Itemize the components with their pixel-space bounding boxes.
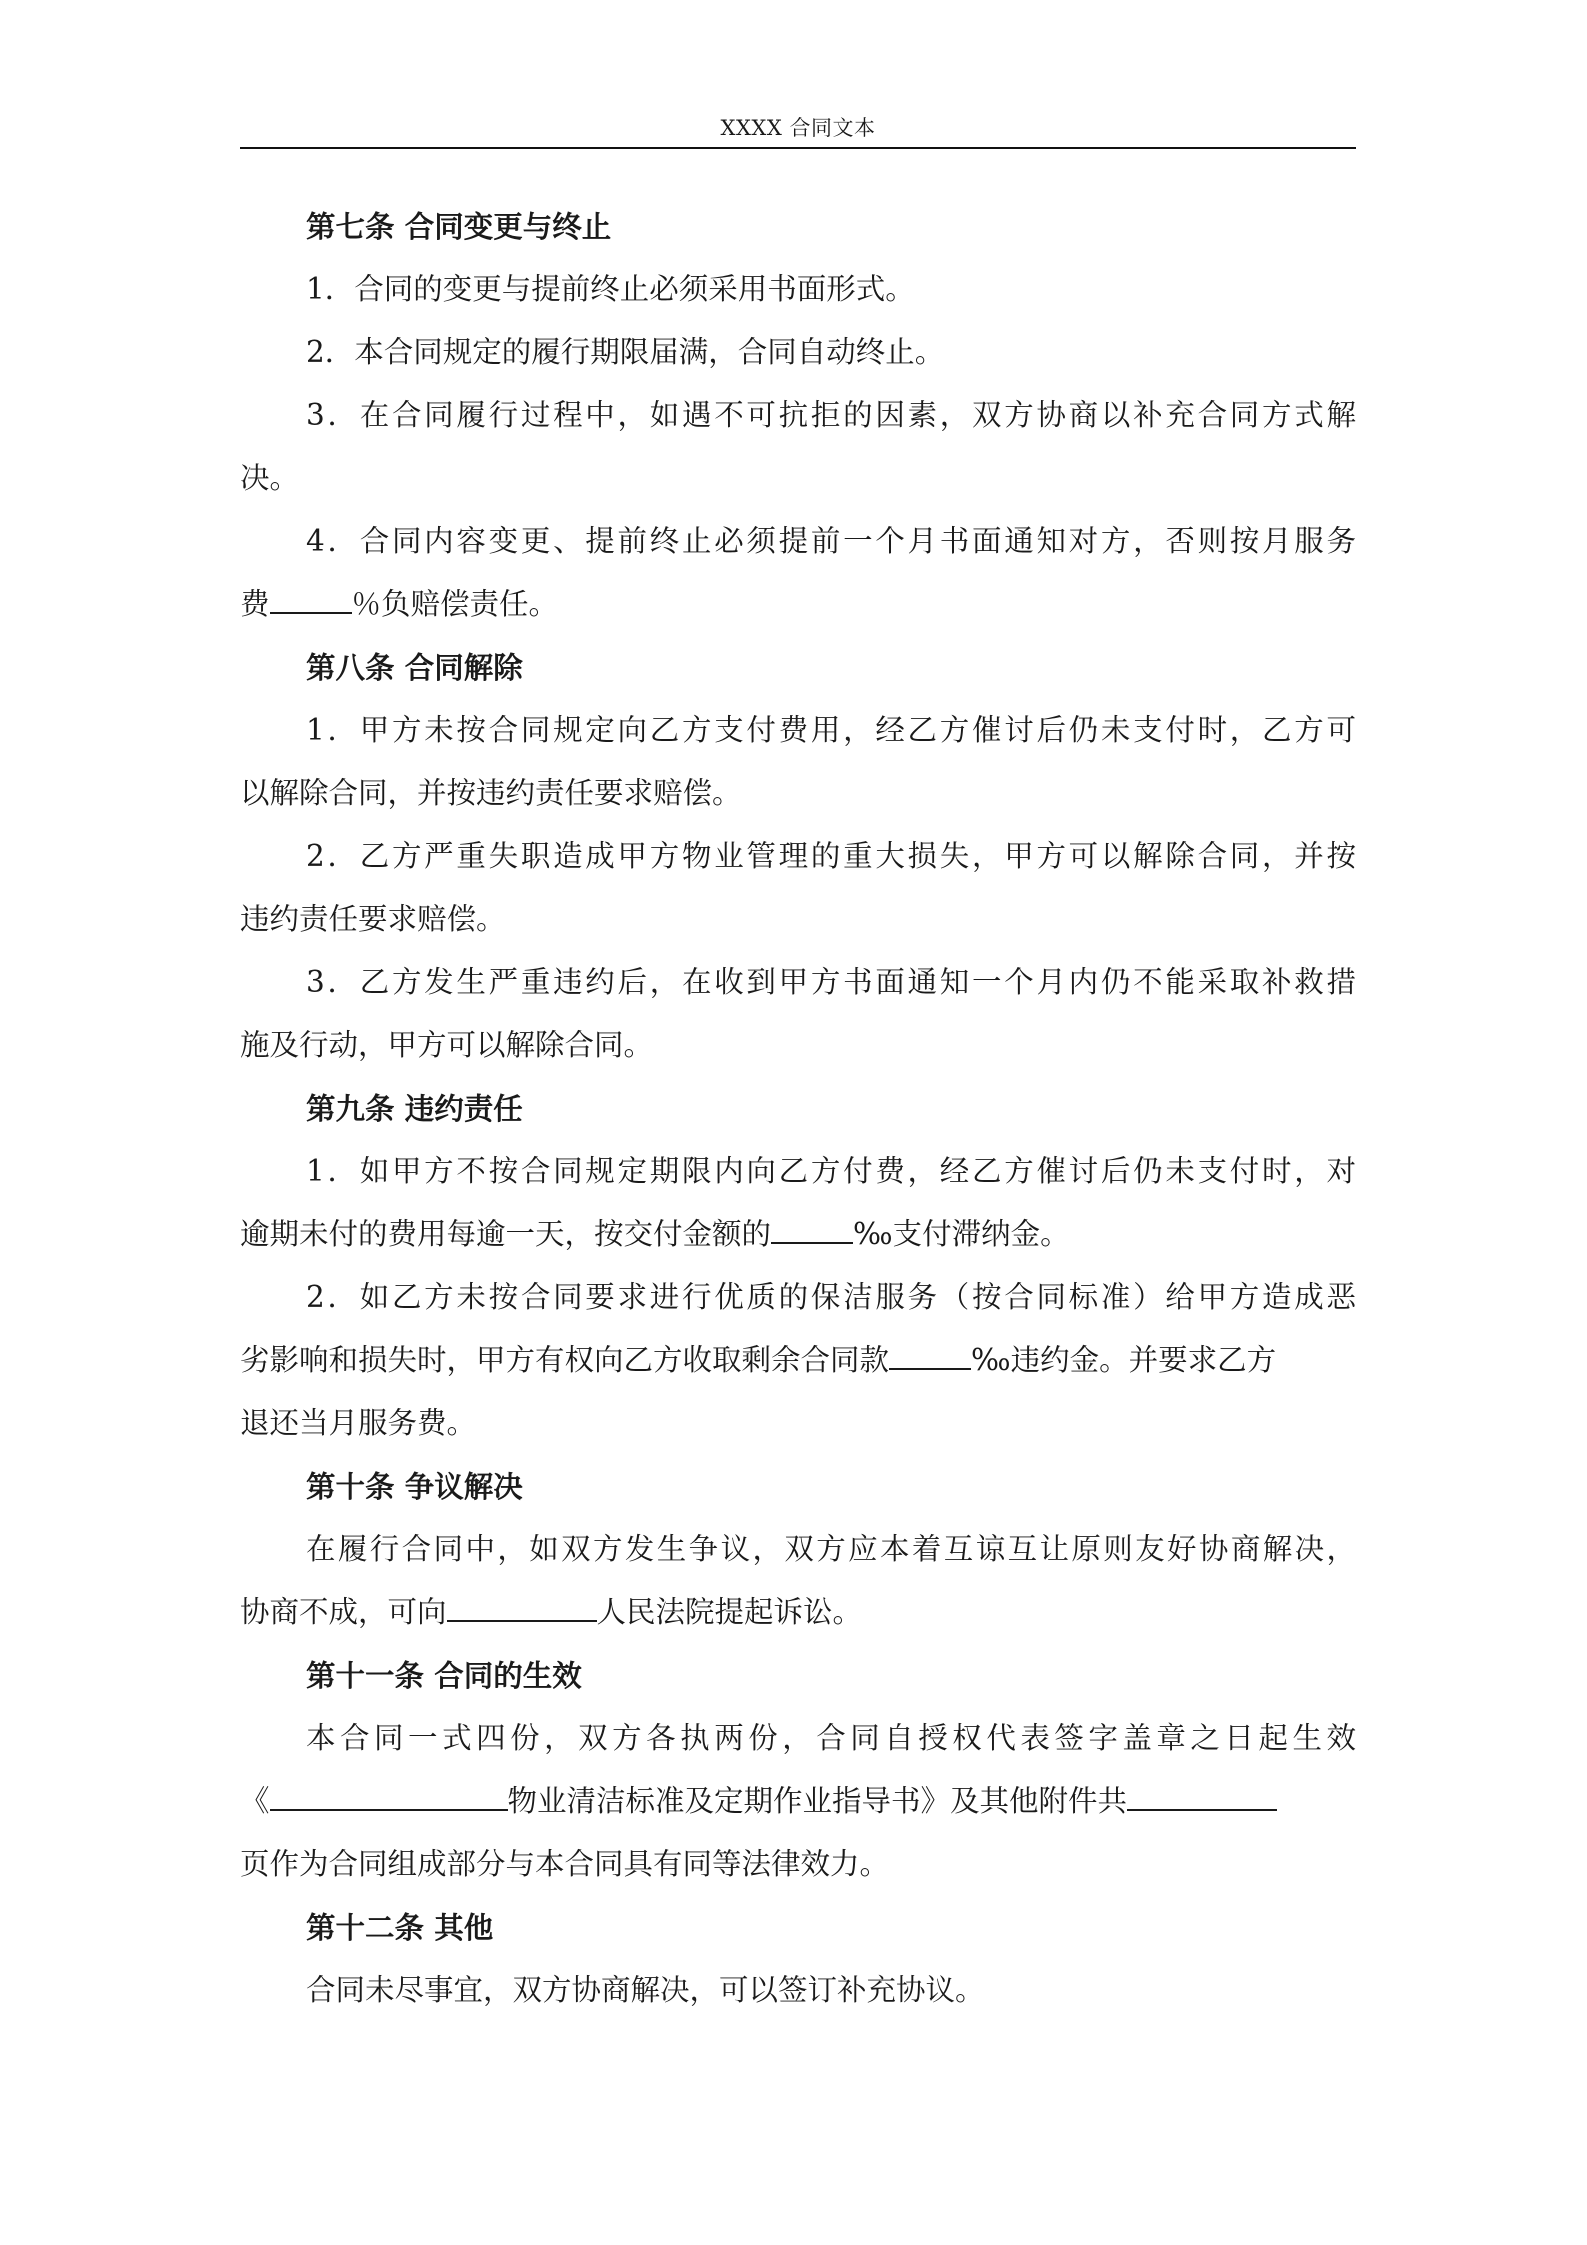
header-divider [240, 147, 1356, 149]
fill-in-blank[interactable] [1127, 1785, 1277, 1811]
article-7-clause-3-line-2: 决。 [240, 461, 300, 495]
text-fragment: ‰违约金。并要求乙方 [971, 1343, 1277, 1377]
text-fragment: 逾期未付的费用每逾一天，按交付金额的 [240, 1217, 772, 1251]
article-8-clause-2-line-2: 违约责任要求赔偿。 [240, 902, 506, 936]
text-fragment: ‰支付滞纳金。 [853, 1217, 1070, 1251]
fill-in-blank[interactable] [270, 588, 352, 614]
article-8-clause-2-line-1: 2．乙方严重失职造成甲方物业管理的重大损失，甲方可以解除合同，并按 [306, 839, 1356, 873]
article-7-clause-4-line-1: 4．合同内容变更、提前终止必须提前一个月书面通知对方，否则按月服务 [306, 524, 1356, 558]
article-7-heading: 第七条 合同变更与终止 [306, 209, 612, 244]
article-7-clause-4-line-2 [240, 573, 1356, 636]
contract-body [240, 195, 1356, 2022]
article-7-clause-2: 2．本合同规定的履行期限届满，合同自动终止。 [306, 335, 945, 369]
article-9-clause-1-line-2 [240, 1203, 1356, 1266]
text-fragment: 物业清洁标准及定期作业指导书》及其他附件共 [507, 1784, 1128, 1818]
article-10-heading: 第十条 争议解决 [306, 1469, 523, 1504]
article-8-clause-1-line-2: 以解除合同，并按违约责任要求赔偿。 [240, 776, 742, 810]
article-10-clause-line-1: 在履行合同中，如双方发生争议，双方应本着互谅互让原则友好协商解决， [306, 1532, 1356, 1566]
article-8-clause-3-line-1: 3．乙方发生严重违约后，在收到甲方书面通知一个月内仍不能采取补救措 [306, 965, 1356, 999]
fill-in-blank[interactable] [771, 1218, 853, 1244]
article-12-clause: 合同未尽事宜，双方协商解决，可以签订补充协议。 [306, 1973, 985, 2007]
article-11-clause-line-1: 本合同一式四份，双方各执两份，合同自授权代表签字盖章之日起生效 [306, 1721, 1356, 1755]
article-9-heading: 第九条 违约责任 [306, 1091, 523, 1126]
text-fragment: ％负赔偿责任。 [351, 587, 559, 621]
article-8-clause-3-line-2: 施及行动，甲方可以解除合同。 [240, 1028, 654, 1062]
text-fragment: 劣影响和损失时，甲方有权向乙方收取剩余合同款 [240, 1343, 890, 1377]
fill-in-blank[interactable] [889, 1344, 971, 1370]
article-7-clause-1: 1．合同的变更与提前终止必须采用书面形式。 [306, 272, 915, 306]
article-9-clause-2-line-2 [240, 1329, 1356, 1392]
page-header-title: XXXX 合同文本 [720, 116, 876, 140]
fill-in-blank[interactable] [447, 1596, 597, 1622]
text-fragment: 人民法院提起诉讼。 [596, 1595, 863, 1629]
article-9-clause-2-line-3: 退还当月服务费。 [240, 1406, 477, 1440]
article-11-clause-line-2 [240, 1770, 1356, 1833]
article-8-heading: 第八条 合同解除 [306, 650, 523, 685]
text-fragment: 协商不成，可向 [240, 1595, 447, 1629]
fill-in-blank[interactable] [270, 1785, 508, 1811]
article-9-clause-2-line-1: 2．如乙方未按合同要求进行优质的保洁服务（按合同标准）给甲方造成恶 [306, 1280, 1356, 1314]
text-fragment: 《 [240, 1784, 270, 1818]
article-12-heading: 第十二条 其他 [306, 1910, 494, 1945]
article-8-clause-1-line-1: 1．甲方未按合同规定向乙方支付费用，经乙方催讨后仍未支付时，乙方可 [306, 713, 1356, 747]
article-10-clause-line-2 [240, 1581, 1356, 1644]
article-11-clause-line-3: 页作为合同组成部分与本合同具有同等法律效力。 [240, 1847, 890, 1881]
article-7-clause-3-line-1: 3．在合同履行过程中，如遇不可抗拒的因素，双方协商以补充合同方式解 [306, 398, 1356, 432]
article-11-heading: 第十一条 合同的生效 [306, 1658, 582, 1693]
article-9-clause-1-line-1: 1．如甲方不按合同规定期限内向乙方付费，经乙方催讨后仍未支付时，对 [306, 1154, 1356, 1188]
text-fragment: 费 [240, 587, 270, 621]
